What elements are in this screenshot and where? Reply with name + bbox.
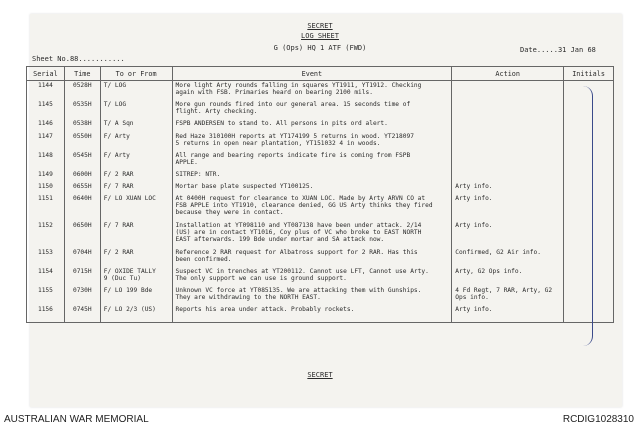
row-event: At 0400H request for clearance to XUAN LOC. Made by Arty ARVN CO at FSB APPLE into YT1910, clearance denied, GG US Arty thinks they fired because they were in contact.	[172, 194, 452, 221]
row-serial: 1150	[27, 182, 65, 194]
table-row	[27, 194, 614, 221]
table-row	[27, 132, 614, 151]
row-serial: 1153	[27, 248, 65, 267]
row-serial: 1149	[27, 170, 65, 182]
date-field: Date.....31 Jan 68	[520, 46, 596, 54]
log-title: LOG SHEET	[301, 32, 339, 40]
row-action	[452, 132, 564, 151]
row-event: Reference 2 RAR request for Albatross support for 2 RAR. Has this been confirmed.	[172, 248, 452, 267]
table-row	[27, 119, 614, 132]
row-to-from: F/ Arty	[100, 132, 172, 151]
row-to-from: T/ LOG	[100, 81, 172, 101]
row-to-from: F/ 7 RAR	[100, 182, 172, 194]
table-row	[27, 267, 614, 286]
classification-bottom: SECRET	[307, 371, 333, 379]
table-row	[27, 305, 614, 319]
table-row	[27, 248, 614, 267]
row-event: Red Haze 310100H reports at YT174199 5 returns in wood. YT218097 5 returns in open near plantation, YT151032 4 in woods.	[172, 132, 452, 151]
row-action	[452, 170, 564, 182]
row-event: Unknown VC force at YT085135. We are attacking them with Gunships. They are withdrawing to the NORTH EAST.	[172, 286, 452, 305]
log-table	[26, 66, 614, 323]
row-time: 0600H	[64, 170, 100, 182]
classification-top: SECRET	[307, 22, 333, 30]
initials-bracket-mark	[580, 86, 593, 346]
row-to-from: F/ 7 RAR	[100, 221, 172, 248]
table-row	[27, 100, 614, 119]
row-event: Suspect VC in trenches at YT200112. Cannot use LFT, Cannot use Arty. The only support we can use is ground support.	[172, 267, 452, 286]
row-action: Arty info.	[452, 182, 564, 194]
row-event: More gun rounds fired into our general area. 15 seconds time of flight. Arty checking.	[172, 100, 452, 119]
row-event: All range and bearing reports indicate fire is coming from FSPB APPLE.	[172, 151, 452, 170]
row-to-from: T/ LOG	[100, 100, 172, 119]
sheet-number: 88	[69, 55, 79, 63]
col-action: Action	[452, 67, 564, 81]
sheet-label: Sheet No.	[32, 55, 70, 63]
table-row	[27, 286, 614, 305]
header-row	[27, 67, 614, 81]
footer-archive-name: AUSTRALIAN WAR MEMORIAL	[4, 414, 149, 425]
row-time: 0650H	[64, 221, 100, 248]
table-row	[27, 81, 614, 101]
row-event: More light Arty rounds falling in squares YT1911, YT1912. Checking again with FSB. Primaries heard on bearing 2100 mils.	[172, 81, 452, 101]
row-to-from: F/ 2 RAR	[100, 248, 172, 267]
row-action: Confirmed, G2 Air info.	[452, 248, 564, 267]
row-action	[452, 151, 564, 170]
col-to-from: To or From	[100, 67, 172, 81]
row-time: 0655H	[64, 182, 100, 194]
row-time: 0538H	[64, 119, 100, 132]
row-to-from: F/ LO 199 Bde	[100, 286, 172, 305]
row-action: Arty info.	[452, 194, 564, 221]
row-serial: 1155	[27, 286, 65, 305]
date-value: 31 Jan 68	[557, 46, 596, 54]
row-action: Arty info.	[452, 221, 564, 248]
row-event: FSPB ANDERSEN to stand to. All persons in pits ord alert.	[172, 119, 452, 132]
table-row	[27, 151, 614, 170]
row-to-from: F/ OXIDE TALLY 9 (Duc Tu)	[100, 267, 172, 286]
col-serial: Serial	[27, 67, 65, 81]
table-bottom-border	[27, 319, 614, 323]
row-action	[452, 81, 564, 101]
row-action	[452, 119, 564, 132]
col-time: Time	[64, 67, 100, 81]
row-to-from: T/ A Sqn	[100, 119, 172, 132]
row-serial: 1151	[27, 194, 65, 221]
row-serial: 1152	[27, 221, 65, 248]
unit-name: G (Ops) HQ 1 ATF (FWD)	[273, 44, 367, 52]
table-row	[27, 170, 614, 182]
row-time: 0535H	[64, 100, 100, 119]
row-serial: 1146	[27, 119, 65, 132]
row-to-from: F/ Arty	[100, 151, 172, 170]
row-serial: 1156	[27, 305, 65, 319]
row-time: 0745H	[64, 305, 100, 319]
row-event: Reports his area under attack. Probably rockets.	[172, 305, 452, 319]
row-event: Installation at YT098110 and YT087138 have been under attack. 2/14 (US) are in contact YT1016, Coy plus of VC who broke to EAST NORTH EAST afterwards. 199 Bde under mortar and SA attack now.	[172, 221, 452, 248]
col-initials: Initials	[564, 67, 614, 81]
row-time: 0640H	[64, 194, 100, 221]
row-time: 0545H	[64, 151, 100, 170]
sheet-number-field: Sheet No.88...........	[32, 55, 125, 63]
row-serial: 1147	[27, 132, 65, 151]
row-action	[452, 100, 564, 119]
row-serial: 1144	[27, 81, 65, 101]
table-row	[27, 182, 614, 194]
row-action: 4 Fd Regt, 7 RAR, Arty, G2 Ops info.	[452, 286, 564, 305]
row-time: 0730H	[64, 286, 100, 305]
row-action: Arty, G2 Ops info.	[452, 267, 564, 286]
date-label: Date.	[520, 46, 542, 54]
row-action: Arty info.	[452, 305, 564, 319]
row-serial: 1145	[27, 100, 65, 119]
table-row	[27, 221, 614, 248]
row-time: 0550H	[64, 132, 100, 151]
row-to-from: F/ LO XUAN LOC	[100, 194, 172, 221]
col-event: Event	[172, 67, 452, 81]
row-serial: 1154	[27, 267, 65, 286]
row-time: 0528H	[64, 81, 100, 101]
row-to-from: F/ LO 2/3 (US)	[100, 305, 172, 319]
row-event: SITREP: NTR.	[172, 170, 452, 182]
footer-record-id: RCDIG1028310	[562, 414, 634, 425]
row-to-from: F/ 2 RAR	[100, 170, 172, 182]
row-serial: 1148	[27, 151, 65, 170]
row-time: 0715H	[64, 267, 100, 286]
row-time: 0704H	[64, 248, 100, 267]
row-event: Mortar base plate suspected YT100125.	[172, 182, 452, 194]
